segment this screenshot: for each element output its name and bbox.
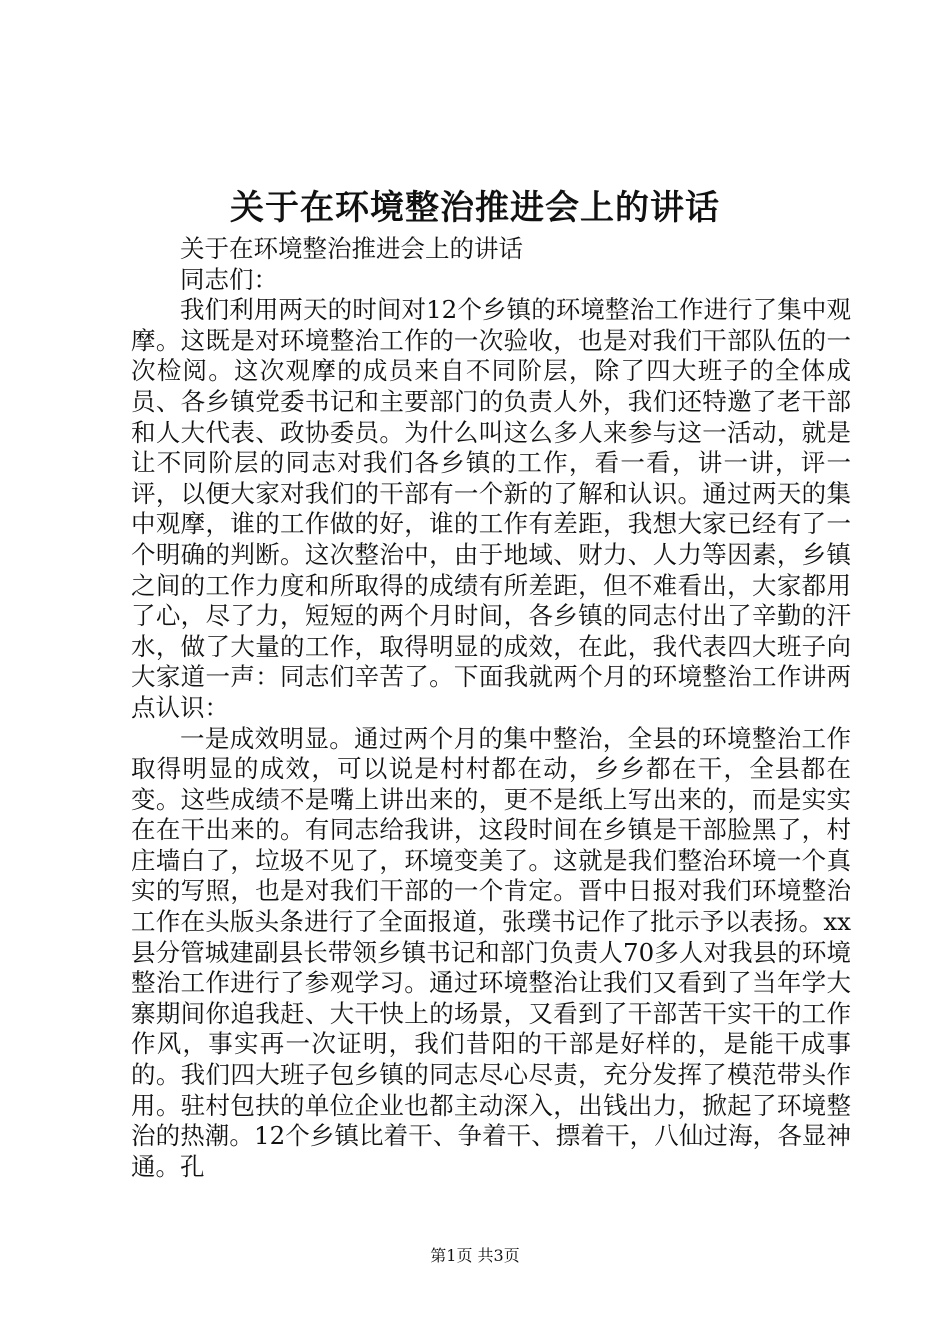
body-paragraph: 一是成效明显。通过两个月的集中整治，全县的环境整治工作取得明显的成效，可以说是村村都在动，乡乡都在干，全县都在变。这些成绩不是嘴上讲出来的，更不是纸上写出来的，而是实实在在干出来的。有同志给我讲，这段时间在乡镇是干部脸黑了，村庄墙白了，垃圾不见了，环境变美了。这就是我们整治环境一个真实的写照，也是对我们干部的一个肯定。晋中日报对我们环境整治工作在头版头条进行了全面报道，张璞书记作了批示予以表扬。xx县分管城建副县长带领乡镇书记和部门负责人70多人对我县的环境整治工作进行了参观学习。通过环境整治让我们又看到了当年学大寨期间你追我赶、大干快上的场景，又看到了干部苦干实干的工作作风，事实再一次证明，我们昔阳的干部是好样的，是能干成事的。我们四大班子包乡镇的同志尽心尽责，充分发挥了模范带头作用。驻村包扶的单位企业也都主动深入，出钱出力，掀起了环境整治的热潮。12个乡镇比着干、争着干、摽着干，八仙过海，各显神通。孔: [131, 723, 851, 1181]
document-title: 关于在环境整治推进会上的讲话: [230, 188, 720, 228]
body-heading-line: 关于在环境整治推进会上的讲话: [180, 234, 523, 263]
body-paragraph: 我们利用两天的时间对12个乡镇的环境整治工作进行了集中观摩。这既是对环境整治工作的一次验收，也是对我们干部队伍的一次检阅。这次观摩的成员来自不同阶层，除了四大班子的全体成员、各乡镇党委书记和主要部门的负责人外，我们还特邀了老干部和人大代表、政协委员。为什么叫这么多人来参与这一活动，就是让不同阶层的同志对我们各乡镇的工作，看一看，讲一讲，评一评，以便大家对我们的干部有一个新的了解和认识。通过两天的集中观摩，谁的工作做的好，谁的工作有差距，我想大家已经有了一个明确的判断。这次整治中，由于地域、财力、人力等因素，乡镇之间的工作力度和所取得的成绩有所差距，但不难看出，大家都用了心，尽了力，短短的两个月时间，各乡镇的同志付出了辛勤的汗水，做了大量的工作，取得明显的成效，在此，我代表四大班子向大家道一声：同志们辛苦了。下面我就两个月的环境整治工作讲两点认识：: [131, 295, 851, 722]
page-number-footer: 第1页 共3页: [430, 1246, 520, 1265]
salutation: 同志们：: [180, 264, 278, 294]
document-body: [131, 234, 851, 1182]
